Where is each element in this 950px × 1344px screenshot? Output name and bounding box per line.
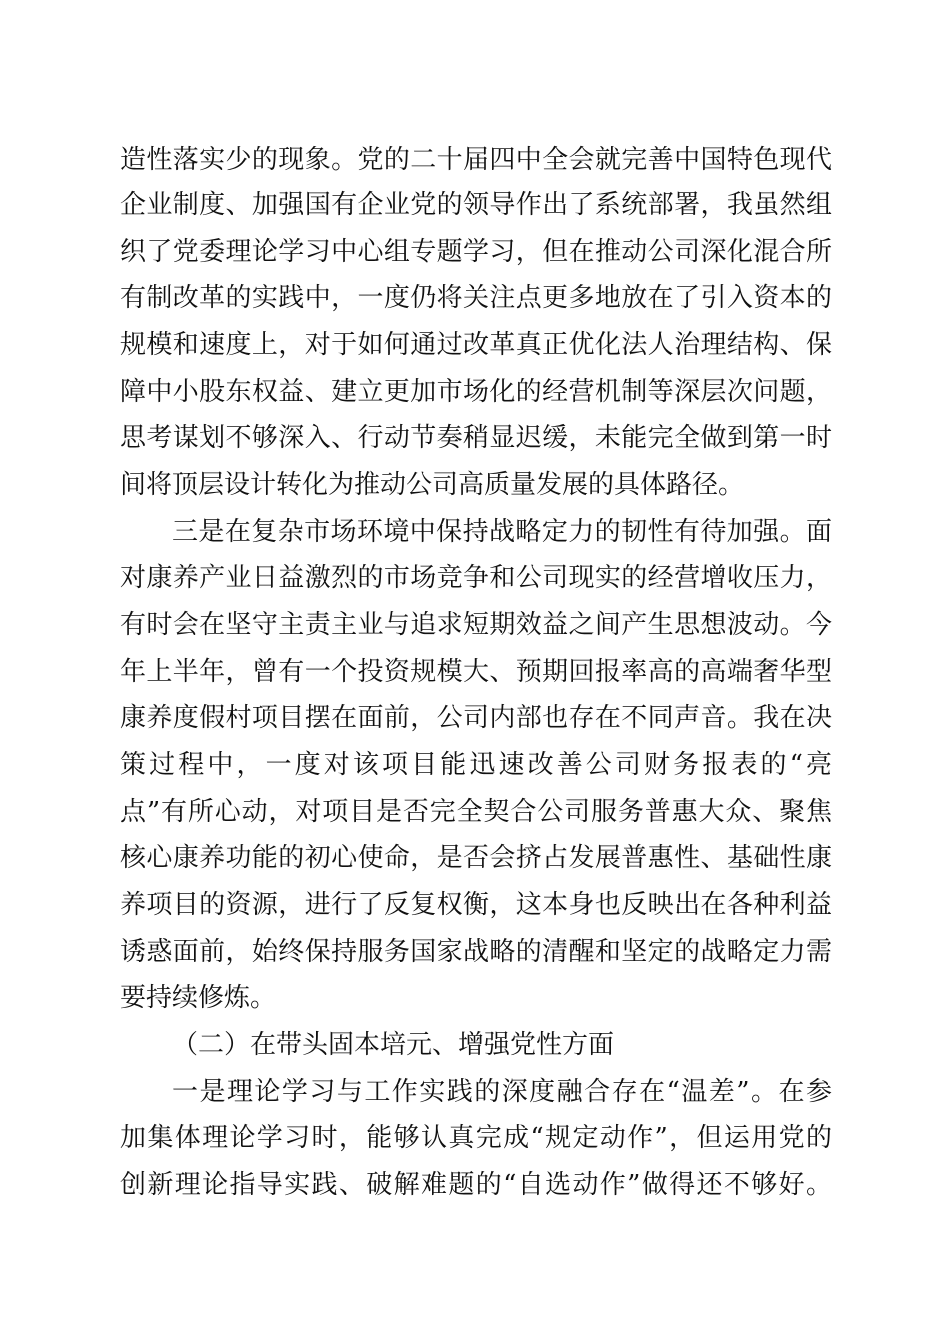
- text-line: 有制改革的实践中，一度仍将关注点更多地放在了引入资本的: [120, 283, 832, 313]
- text-line: 养项目的资源，进行了反复权衡，这本身也反映出在各种利益: [120, 890, 832, 920]
- text-line: 康养度假村项目摆在面前，公司内部也存在不同声音。我在决: [120, 703, 832, 733]
- paragraph-start-line: 一是理论学习与工作实践的深度融合存在“温差”。在参: [172, 1077, 832, 1107]
- text-line: 企业制度、加强国有企业党的领导作出了系统部署，我虽然组: [120, 190, 832, 220]
- text-line: 思考谋划不够深入、行动节奏稍显迟缓，未能完全做到第一时: [120, 423, 832, 453]
- text-line: 策过程中，一度对该项目能迅速改善公司财务报表的“亮: [120, 750, 832, 780]
- text-line: 织了党委理论学习中心组专题学习，但在推动公司深化混合所: [120, 237, 832, 267]
- text-line: 造性落实少的现象。党的二十届四中全会就完善中国特色现代: [120, 145, 832, 175]
- text-line: 加集体理论学习时，能够认真完成“规定动作”，但运用党的: [120, 1123, 832, 1153]
- paragraph-start-line: 三是在复杂市场环境中保持战略定力的韧性有待加强。面: [172, 517, 832, 547]
- text-line: 年上半年，曾有一个投资规模大、预期回报率高的高端奢华型: [120, 657, 832, 687]
- text-line: 要持续修炼。: [120, 983, 277, 1013]
- text-line: 诱惑面前，始终保持服务国家战略的清醒和坚定的战略定力需: [120, 937, 832, 967]
- text-line: 核心康养功能的初心使命，是否会挤占发展普惠性、基础性康: [120, 843, 832, 873]
- text-line: 障中小股东权益、建立更加市场化的经营机制等深层次问题，: [120, 377, 832, 407]
- text-line: 点”有所心动，对项目是否完全契合公司服务普惠大众、聚焦: [120, 797, 832, 827]
- text-line: 创新理论指导实践、破解难题的“自选动作”做得还不够好。: [120, 1170, 832, 1200]
- text-line: 有时会在坚守主责主业与追求短期效益之间产生思想波动。今: [120, 610, 832, 640]
- text-line: 对康养产业日益激烈的市场竞争和公司现实的经营增收压力，: [120, 563, 832, 593]
- text-line: 规模和速度上，对于如何通过改革真正优化法人治理结构、保: [120, 330, 832, 360]
- section-heading: （二）在带头固本培元、增强党性方面: [172, 1030, 615, 1060]
- text-line: 间将顶层设计转化为推动公司高质量发展的具体路径。: [120, 470, 745, 500]
